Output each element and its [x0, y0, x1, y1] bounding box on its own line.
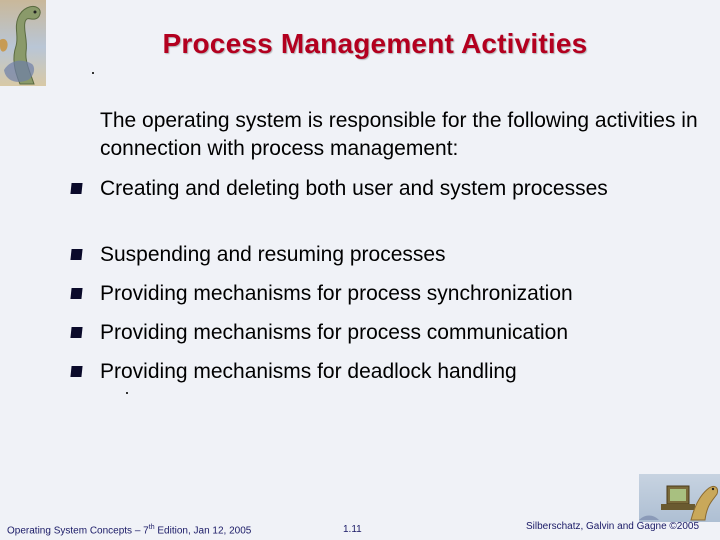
stray-dot: [126, 392, 128, 394]
square-bullet-icon: [70, 288, 82, 299]
footer-course-edition: [7, 524, 251, 536]
dinosaur-logo-icon: [0, 0, 46, 86]
page-number: 1.11: [343, 524, 362, 535]
dinosaur-computer-logo-icon: [639, 474, 720, 522]
list-item-text: Providing mechanisms for process communication: [100, 321, 569, 344]
square-bullet-icon: [70, 183, 82, 194]
intro-paragraph: The operating system is responsible for the following activities in connection with process management:: [100, 109, 698, 160]
stray-dot: [92, 72, 94, 74]
footer-copyright: Silberschatz, Galvin and Gagne ©2005: [526, 521, 700, 532]
list-item-text: Providing mechanisms for deadlock handling: [100, 360, 517, 383]
list-item-text: Suspending and resuming processes: [100, 243, 446, 266]
list-item-text: Creating and deleting both user and system processes: [100, 177, 608, 200]
footer-course-prefix: Operating System Concepts – 7: [7, 525, 149, 537]
square-bullet-icon: [70, 366, 82, 377]
footer-superscript: th: [148, 524, 155, 531]
list-item-text: Providing mechanisms for process synchronization: [100, 282, 573, 305]
square-bullet-icon: [70, 327, 82, 338]
footer-edition-date: Edition, Jan 12, 2005: [154, 525, 252, 537]
square-bullet-icon: [70, 249, 82, 260]
slide-title: Process Management Activities: [162, 28, 588, 59]
